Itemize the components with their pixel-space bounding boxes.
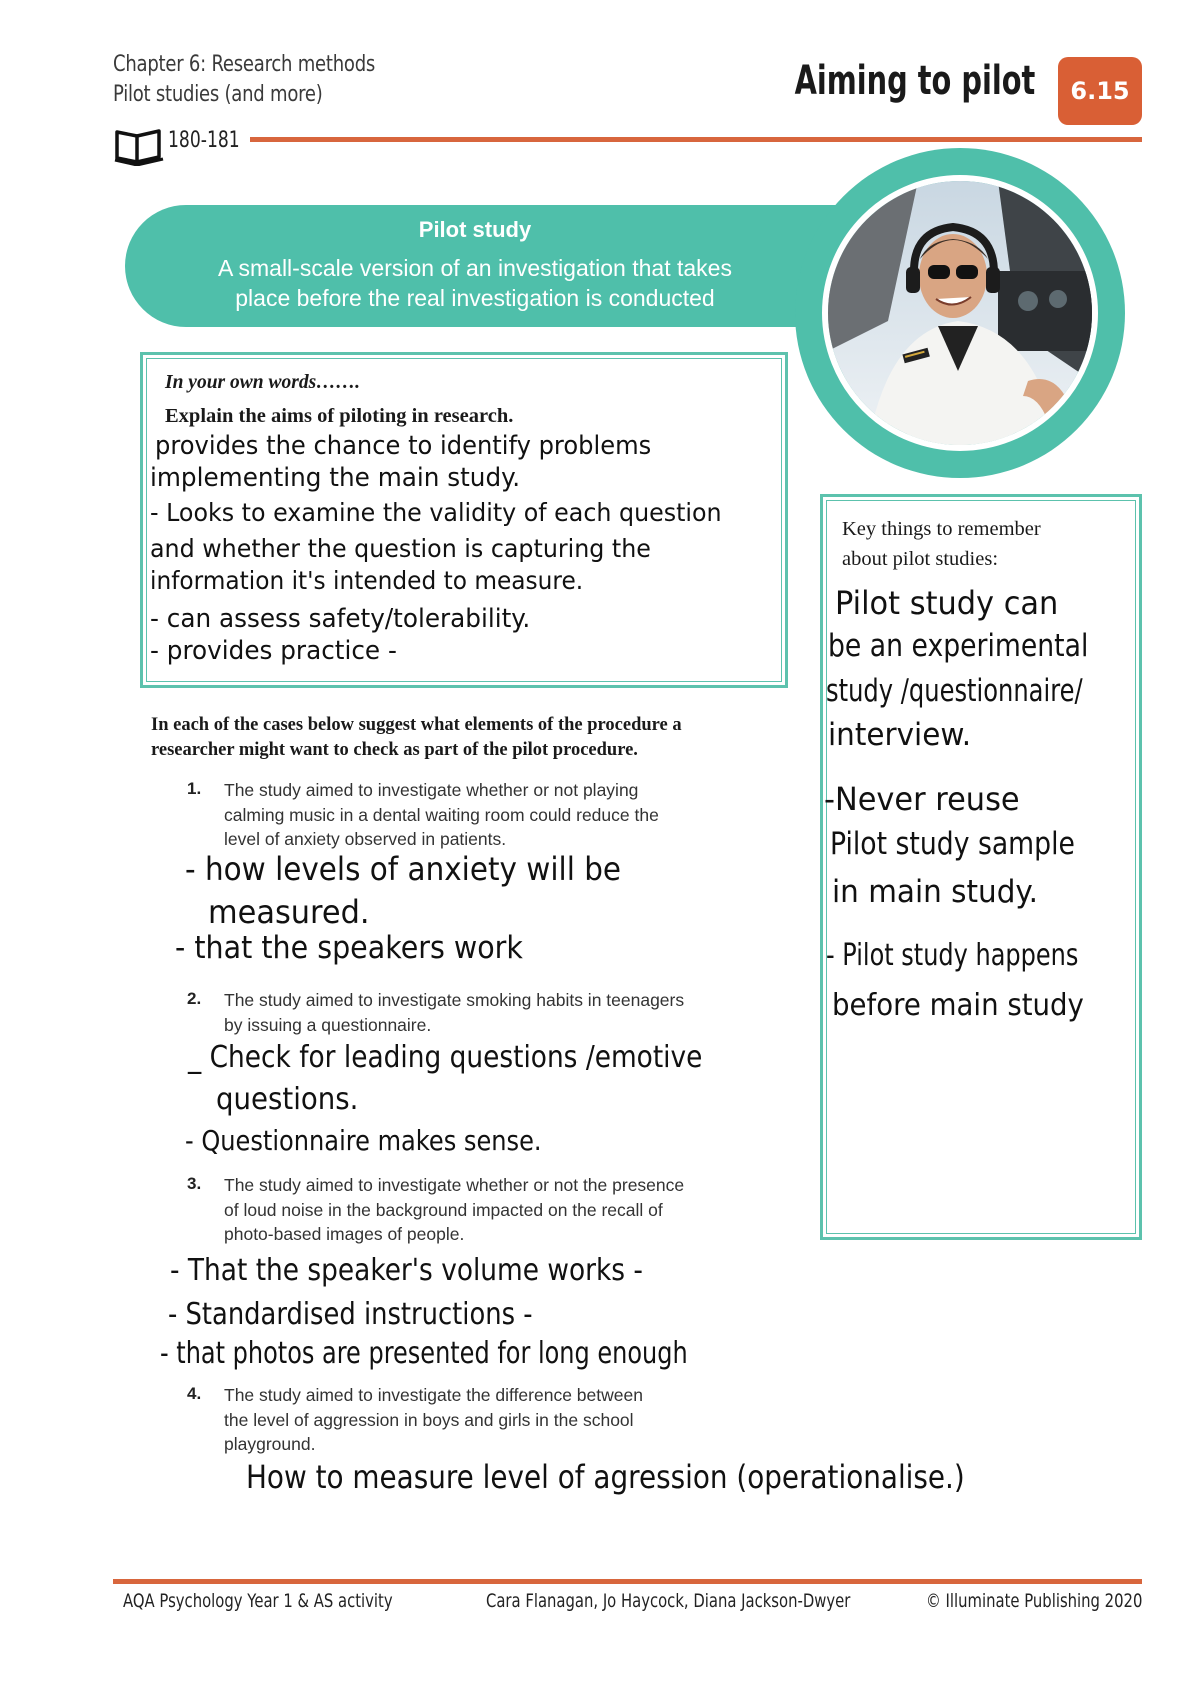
- topic-title: Pilot studies (and more): [113, 82, 323, 107]
- key-things-answer-2: be an experimental: [828, 628, 1089, 664]
- question-text-2: [224, 988, 744, 1037]
- key-things-answer-3: study /questionnaire/: [826, 673, 1083, 709]
- answer-3-line-2: - Standardised instructions -: [168, 1297, 533, 1332]
- question-number-2: 2.: [187, 989, 202, 1008]
- key-things-answer-9: before main study: [832, 988, 1084, 1023]
- own-words-answer-4: and whether the question is capturing the: [150, 534, 651, 563]
- own-words-answer-2: implementing the main study.: [150, 463, 521, 493]
- own-words-prompt: Explain the aims of piloting in research.: [165, 405, 514, 427]
- question-2-line: by issuing a questionnaire.: [224, 1014, 432, 1035]
- question-number-3: 3.: [187, 1174, 202, 1193]
- own-words-answer-3: - Looks to examine the validity of each question: [150, 498, 722, 527]
- instructions-line-2: researcher might want to check as part of the pilot procedure.: [151, 740, 638, 760]
- instructions: [151, 713, 682, 763]
- chapter-heading: [113, 50, 375, 110]
- answer-3-line-1: - That the speaker's volume works -: [170, 1253, 643, 1288]
- pilot-photo: [822, 175, 1098, 451]
- key-things-heading: [842, 514, 1041, 574]
- answer-2-line-3: - Questionnaire makes sense.: [185, 1124, 542, 1157]
- chapter-title: Chapter 6: Research methods: [113, 52, 376, 77]
- question-3-line: of loud noise in the background impacted on the recall of: [224, 1199, 663, 1220]
- key-things-answer-8: - Pilot study happens: [826, 938, 1079, 973]
- question-number-4: 4.: [187, 1384, 202, 1403]
- footer-center: Cara Flanagan, Jo Haycock, Diana Jackson-Dwyer: [486, 1590, 851, 1612]
- definition-line-1: A small-scale version of an investigation that takes: [218, 255, 732, 281]
- footer-left: AQA Psychology Year 1 & AS activity: [123, 1590, 393, 1612]
- instructions-line-1: In each of the cases below suggest what elements of the procedure a: [151, 715, 682, 735]
- answer-1-line-3: - that the speakers work: [175, 930, 523, 966]
- answer-2-line-2: questions.: [216, 1082, 359, 1117]
- answer-1-line-1: - how levels of anxiety will be: [185, 850, 622, 888]
- key-things-answer-5: -Never reuse: [824, 780, 1020, 818]
- answer-4-line-1: How to measure level of agression (operationalise.): [246, 1458, 965, 1496]
- answer-1-line-2: measured.: [208, 893, 370, 931]
- section-badge: 6.15: [1058, 57, 1142, 125]
- question-text-3: [224, 1173, 744, 1247]
- key-things-answer-1: Pilot study can: [835, 584, 1059, 622]
- page-title: Aiming to pilot: [794, 58, 1035, 104]
- question-4-line: playground.: [224, 1434, 316, 1454]
- key-things-answer-7: in main study.: [832, 874, 1039, 910]
- key-things-answer-4: interview.: [828, 717, 972, 753]
- book-icon: [113, 126, 167, 166]
- question-text-1: [224, 778, 744, 852]
- own-words-answer-6: - can assess safety/tolerability.: [150, 604, 531, 634]
- question-1-line: The study aimed to investigate whether or not playing: [224, 780, 639, 800]
- own-words-answer-7: - provides practice -: [150, 636, 397, 666]
- question-2-line: The study aimed to investigate smoking habits in teenagers: [224, 990, 685, 1010]
- footer-rule: [113, 1579, 1142, 1584]
- question-1-line: level of anxiety observed in patients.: [224, 829, 507, 849]
- question-4-line: The study aimed to investigate the difference between: [224, 1385, 643, 1405]
- key-things-answer-6: Pilot study sample: [830, 826, 1075, 862]
- question-4-line: the level of aggression in boys and girls in the school: [224, 1409, 634, 1430]
- answer-3-line-3: - that photos are presented for long enough: [160, 1336, 688, 1371]
- question-text-4: [224, 1383, 744, 1457]
- header-rule: [250, 137, 1142, 142]
- definition-term: Pilot study: [418, 217, 532, 242]
- own-words-heading: In your own words…….: [165, 372, 361, 393]
- question-number-1: 1.: [187, 779, 202, 798]
- own-words-answer-5: information it's intended to measure.: [150, 566, 584, 595]
- own-words-answer-1: provides the chance to identify problems: [155, 431, 652, 461]
- question-1-line: calming music in a dental waiting room could reduce the: [224, 804, 659, 825]
- question-3-line: The study aimed to investigate whether or not the presence: [224, 1175, 685, 1195]
- definition-text: [125, 253, 825, 313]
- question-3-line: photo-based images of people.: [224, 1224, 465, 1244]
- answer-2-line-1: _ Check for leading questions /emotive: [188, 1040, 703, 1075]
- key-things-heading-2: about pilot studies:: [842, 548, 999, 570]
- textbook-page-ref: 180-181: [168, 128, 240, 153]
- footer-right: © Illuminate Publishing 2020: [925, 1590, 1142, 1612]
- definition-line-2: place before the real investigation is conducted: [235, 285, 715, 311]
- key-things-heading-1: Key things to remember: [842, 518, 1041, 540]
